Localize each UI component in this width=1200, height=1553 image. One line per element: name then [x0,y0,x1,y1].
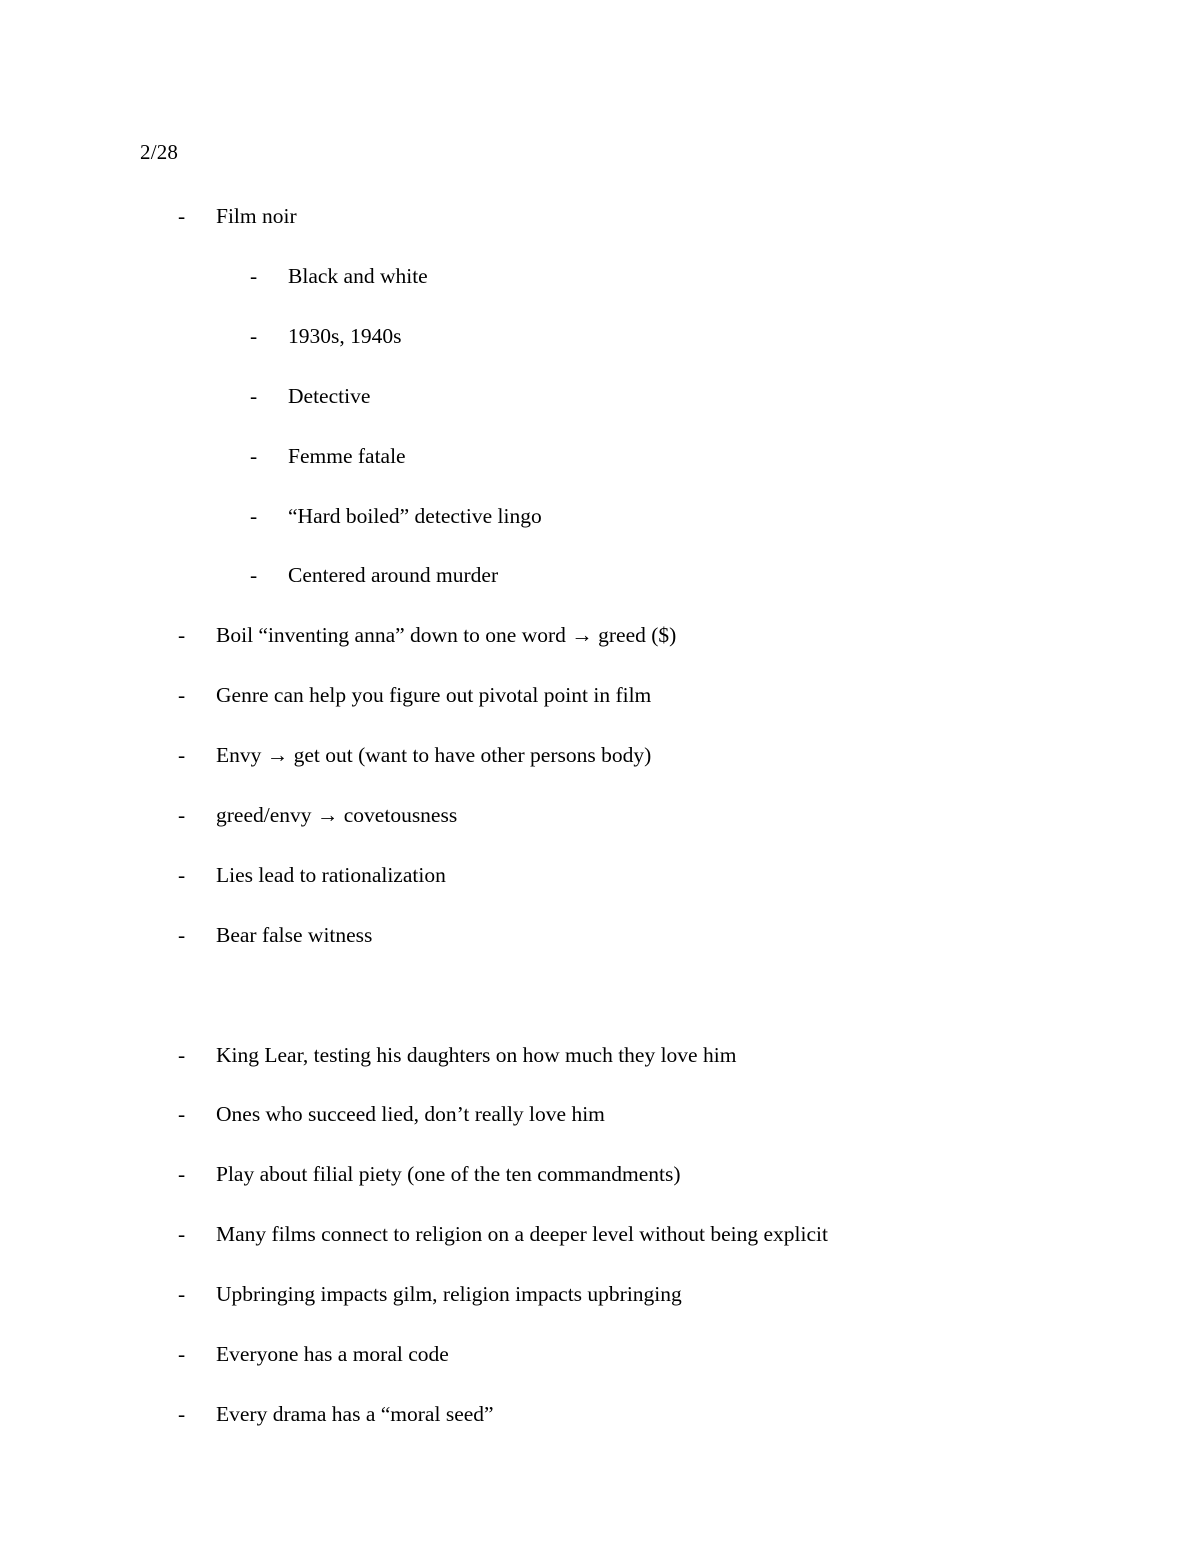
bullet-dash-icon: - [178,1162,186,1187]
outline-item-text: Detective [288,383,371,408]
outline-item [178,1341,1080,1368]
outline-item [178,802,1080,829]
outline-item [178,1281,1080,1308]
outline-item [178,1161,1080,1188]
outline-item-text: King Lear, testing his daughters on how much they love him [216,1042,737,1067]
outline-item-text: Boil “inventing anna” down to one word → greed ($) [216,623,677,648]
outline-item-text: Lies lead to rationalization [216,862,446,887]
outline-item [248,383,1080,410]
bullet-dash-icon: - [178,922,186,947]
outline-item-text: greed/envy → covetousness [216,802,458,827]
bullet-dash-icon: - [250,264,258,289]
outline-item [248,503,1080,530]
bullet-dash-icon: - [178,743,186,768]
outline-item [178,1042,1080,1069]
bullet-dash-icon: - [178,1401,186,1426]
outline-item [248,323,1080,350]
outline-item-text: 1930s, 1940s [288,323,402,348]
bullet-dash-icon: - [250,503,258,528]
bullet-dash-icon: - [178,1222,186,1247]
outline-item [178,622,1080,649]
bullet-dash-icon: - [250,443,258,468]
outline-item [178,682,1080,709]
outline-item [248,263,1080,290]
outline-item-text: Centered around murder [288,563,499,588]
outline-item-text: Femme fatale [288,443,406,468]
outline-item-text: Upbringing impacts gilm, religion impacts upbringing [216,1282,682,1307]
bullet-dash-icon: - [178,623,186,648]
outline-item-text: Film noir [216,204,297,229]
outline-item-text: Play about filial piety (one of the ten commandments) [216,1162,681,1187]
bullet-dash-icon: - [178,204,186,229]
bullet-dash-icon: - [178,1341,186,1366]
bullet-dash-icon: - [178,683,186,708]
outline-item-text: Many films connect to religion on a deeper level without being explicit [216,1222,828,1247]
outline-spacer [140,982,1080,1042]
bullet-dash-icon: - [178,802,186,827]
page-title: 2/28 [140,140,179,164]
outline-item-text: Black and white [288,264,428,289]
outline-item [248,443,1080,470]
outline-item [178,742,1080,769]
bullet-dash-icon: - [178,1282,186,1307]
bullet-dash-icon: - [250,383,258,408]
outline-item [178,1101,1080,1128]
outline-item-text: “Hard boiled” detective lingo [288,503,542,528]
bullet-dash-icon: - [250,563,258,588]
bullet-dash-icon: - [178,1042,186,1067]
outline-item [248,562,1080,589]
outline-item [178,1401,1080,1428]
outline-item [178,1221,1080,1248]
bullet-dash-icon: - [250,323,258,348]
outline-item-text: Genre can help you figure out pivotal point in film [216,683,652,708]
outline-item [178,922,1080,949]
outline-item [178,203,1080,230]
outline-item-text: Everyone has a moral code [216,1341,449,1366]
bullet-dash-icon: - [178,1102,186,1127]
outline-item-text: Envy → get out (want to have other persons body) [216,743,652,768]
outline-item [178,862,1080,889]
outline-list [140,203,1080,1428]
outline-item-text: Bear false witness [216,922,373,947]
outline-item-text: Every drama has a “moral seed” [216,1401,494,1426]
bullet-dash-icon: - [178,862,186,887]
outline-item-text: Ones who succeed lied, don’t really love him [216,1102,605,1127]
